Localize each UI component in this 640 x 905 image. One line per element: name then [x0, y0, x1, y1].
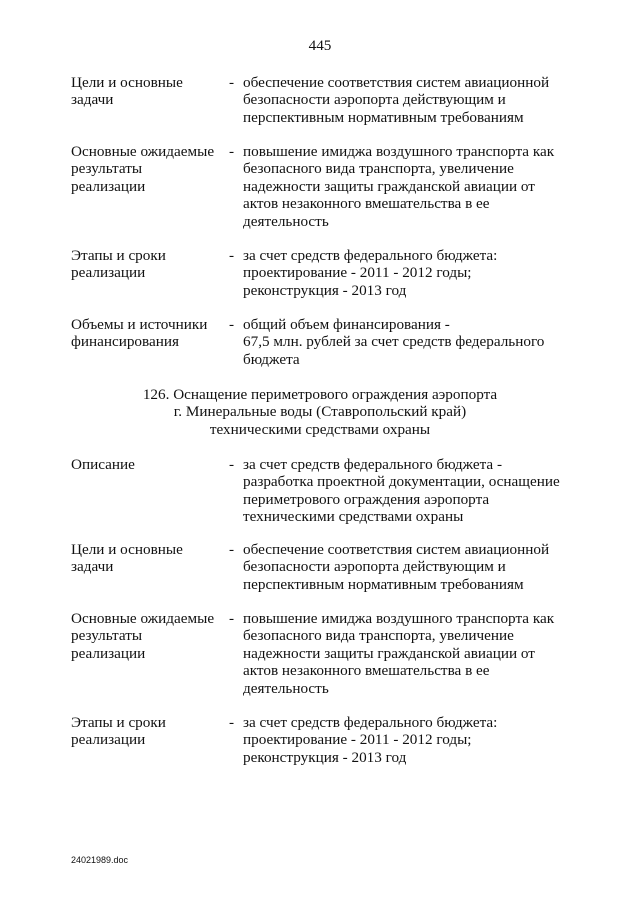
row-dash: - — [229, 456, 235, 473]
row-value: за счет средств федерального бюджета: проектирование - 2011 - 2012 годы; реконструкция - 2013 год — [243, 247, 498, 299]
row-value: за счет средств федерального бюджета: проектирование - 2011 - 2012 годы; реконструкция - 2013 год — [243, 714, 498, 766]
row-label: Этапы и сроки реализации — [71, 714, 166, 749]
row-label: Объемы и источники финансирования — [71, 316, 208, 351]
row-label: Цели и основные задачи — [71, 74, 183, 109]
row-dash: - — [229, 610, 235, 627]
document-filename: 24021989.doc — [71, 855, 129, 865]
row-label: Основные ожидаемые результаты реализации — [71, 143, 215, 195]
row-value: повышение имиджа воздушного транспорта как безопасного вида транспорта, увеличение надежности защиты гражданской авиации от актов незаконного вмешательства в ее деятельность — [243, 610, 555, 697]
row-dash: - — [229, 316, 235, 333]
row-value: за счет средств федерального бюджета - разработка проектной документации, оснащение периметрового ограждения аэропорта техническими средствами охраны — [243, 456, 560, 526]
row-label: Этапы и сроки реализации — [71, 247, 166, 282]
row-dash: - — [229, 143, 235, 160]
row-dash: - — [229, 247, 235, 264]
row-label: Основные ожидаемые результаты реализации — [71, 610, 215, 662]
row-value: повышение имиджа воздушного транспорта как безопасного вида транспорта, увеличение надежности защиты гражданской авиации от актов незаконного вмешательства в ее деятельность — [243, 143, 555, 230]
row-value: общий объем финансирования - 67,5 млн. рублей за счет средств федерального бюджета — [243, 316, 545, 368]
row-label: Цели и основные задачи — [71, 541, 183, 576]
row-dash: - — [229, 74, 235, 91]
row-value: обеспечение соответствия систем авиационной безопасности аэропорта действующим и перспективным нормативным требованиям — [243, 541, 550, 593]
row-value: обеспечение соответствия систем авиационной безопасности аэропорта действующим и перспективным нормативным требованиям — [243, 74, 550, 126]
row-label: Описание — [71, 456, 135, 473]
page-number: 445 — [308, 37, 332, 54]
row-dash: - — [229, 714, 235, 731]
section-heading: 126. Оснащение периметрового ограждения аэропорта г. Минеральные воды (Ставропольский край) техническими средствами охраны — [142, 386, 498, 438]
row-dash: - — [229, 541, 235, 558]
